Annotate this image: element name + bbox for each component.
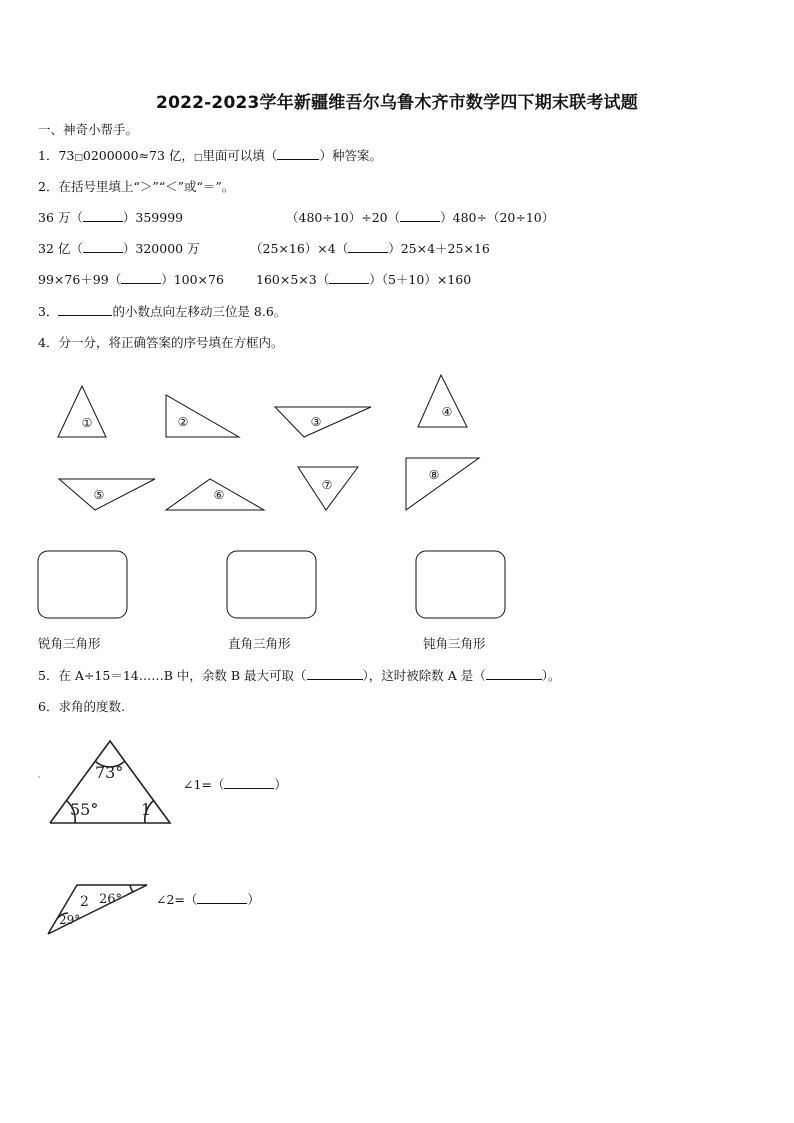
angle-2-prefix: ∠2=（ (156, 892, 198, 907)
q2-r2-right-a: （25×16）×4（ (250, 241, 349, 256)
angle-26-label: 26° (99, 892, 123, 907)
q1-text-a: 73 (58, 148, 75, 163)
q1-box-symbol: □ (74, 153, 83, 163)
q2-r2-left-a: 32 亿（ (38, 241, 83, 256)
q2-r1-right-a: （480÷10）÷20（ (286, 210, 401, 225)
triangle-7-label: ⑦ (321, 478, 333, 492)
page-title: 2022-2023学年新疆维吾尔乌鲁木齐市数学四下期末联考试题 (156, 93, 638, 113)
q1-text-b: 0200000≈73 亿， (82, 148, 194, 163)
angle-29-label: 29° (59, 913, 81, 927)
triangle-3-label: ③ (310, 415, 322, 429)
q5-text-b: ），这时被除数 A 是（ (362, 668, 486, 683)
q5-text-a: 5．在 A÷15＝14……B 中，余数 B 最大可取（ (38, 668, 307, 683)
triangle-2-label: ② (177, 415, 189, 429)
obtuse-triangle-label: 钝角三角形 (423, 636, 486, 651)
triangle-8-label: ⑧ (428, 468, 440, 482)
right-angle-arc-2 (130, 885, 133, 892)
q2-r3-right-b: ）（5＋10）×160 (369, 272, 472, 287)
angle-2-answer (156, 890, 260, 908)
q3-text: 的小数点向左移动三位是 8.6。 (112, 304, 287, 319)
angle-2-suffix: ） (247, 892, 260, 907)
q1-box-symbol-2: □ (193, 153, 203, 163)
angle-2-label: 2 (80, 894, 89, 910)
q1-number: 1． (38, 148, 59, 163)
question-2-intro: 2．在括号里填上“＞”“＜”或“＝”。 (38, 179, 235, 194)
triangle-4-label: ④ (441, 405, 453, 419)
triangle-1-label: ① (81, 416, 93, 430)
q1-text-d: ）种答案。 (319, 148, 382, 163)
q5-text-c: ）。 (541, 668, 561, 683)
q2-r1-left-b: ）359999 (122, 210, 184, 225)
triangle-6-label: ⑥ (213, 488, 225, 502)
q3-number: 3． (38, 304, 59, 319)
q2-r3-right-a: 160×5×3（ (256, 272, 330, 287)
q2-r1-left-a: 36 万（ (38, 210, 83, 225)
angle-1-label: 1 (141, 800, 152, 819)
q1-text-c: 里面可以填（ (202, 148, 278, 163)
question-6: 6．求角的度数. (38, 699, 125, 714)
angle-73-label: 73° (95, 763, 124, 782)
section-heading: 一、神奇小帮手。 (38, 122, 139, 137)
question-4: 4．分一分，将正确答案的序号填在方框内。 (38, 335, 284, 350)
q2-r2-left-b: ）320000 万 (122, 241, 200, 256)
q2-r1-right-b: ）480÷（20÷10） (440, 210, 555, 225)
triangle-5-label: ⑤ (93, 488, 105, 502)
q2-r2-right-b: ）25×4＋25×16 (388, 241, 490, 256)
angle-55-label: 55° (70, 800, 99, 819)
q2-r3-left-b: ）100×76 (161, 272, 224, 287)
right-triangle-label: 直角三角形 (228, 636, 291, 651)
angle-2-blank[interactable] (197, 892, 247, 904)
acute-triangle-label: 锐角三角形 (38, 636, 101, 651)
q2-r3-left-a: 99×76＋99（ (38, 272, 122, 287)
angle-1-suffix: ） (274, 777, 287, 792)
angle-1-prefix: ∠1=（ (183, 777, 225, 792)
